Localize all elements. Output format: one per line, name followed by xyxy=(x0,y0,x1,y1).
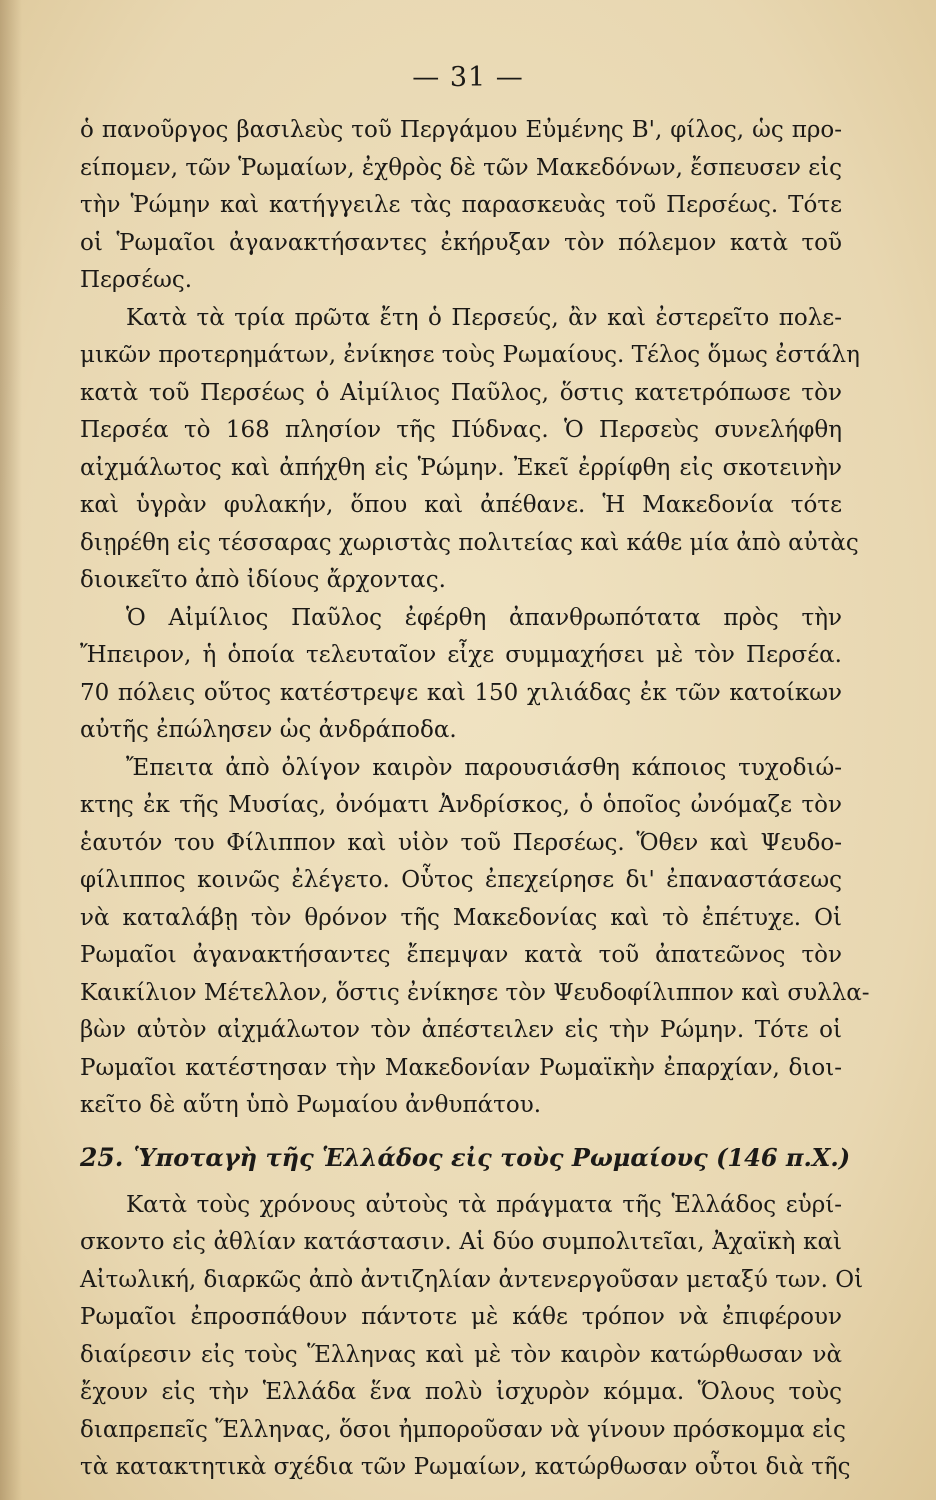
text-line: οἱ Ῥωμαῖοι ἀγανακτήσαντες ἐκήρυξαν τὸν πόλεμον κατὰ τοῦ xyxy=(80,229,842,256)
section-number: 25. xyxy=(80,1142,124,1172)
text-line: τὰ κατακτητικὰ σχέδια τῶν Ρωμαίων, κατώρθωσαν οὗτοι διὰ τῆς xyxy=(80,1454,851,1480)
text-line: καὶ ὑγρὰν φυλακήν, ὅπου καὶ ἀπέθανε. Ἡ Μακεδονία τότε xyxy=(80,492,842,518)
text-line: ἔχουν εἰς τὴν Ἑλλάδα ἕνα πολὺ ἰσχυρὸν κόμμα. Ὅλους τοὺς xyxy=(80,1379,842,1405)
text-line: Ρωμαῖοι ἐπροσπάθουν πάντοτε μὲ κάθε τρόπον νὰ ἐπιφέρουν xyxy=(80,1304,842,1330)
text-line: ἑαυτόν του Φίλιππον καὶ υἱὸν τοῦ Περσέως. Ὅθεν καὶ Ψευδο- xyxy=(80,829,842,856)
text-line: αἰχμάλωτος καὶ ἀπήχθη εἰς Ῥώμην. Ἐκεῖ ἐρρίφθη εἰς σκοτεινὴν xyxy=(80,454,842,481)
text-line: Κατὰ τὰ τρία πρῶτα ἔτη ὁ Περσεύς, ἂν καὶ ἐστερεῖτο πολε- xyxy=(126,304,842,331)
paragraph xyxy=(80,300,860,600)
text-line: διαίρεσιν εἰς τοὺς Ἕλληνας καὶ μὲ τὸν καιρὸν κατώρθωσαν νὰ xyxy=(80,1341,842,1368)
text-line: φίλιππος κοινῶς ἐλέγετο. Οὗτος ἐπεχείρησε δι' ἐπαναστάσεως xyxy=(80,867,842,893)
text-line: διαπρεπεῖς Ἕλληνας, ὅσοι ἠμποροῦσαν νὰ γίνουν πρόσκομμα εἰς xyxy=(80,1416,846,1443)
section-title: Ὑποταγὴ τῆς Ἑλλάδος εἰς τοὺς Ρωμαίους (146 π.Χ.) xyxy=(133,1142,851,1172)
text-line: Ρωμαῖοι κατέστησαν τὴν Μακεδονίαν Ρωμαϊκὴν ἐπαρχίαν, διοι- xyxy=(80,1054,842,1081)
text-line: Καικίλιον Μέτελλον, ὅστις ἐνίκησε τὸν Ψευδοφίλιππον καὶ συλλα- xyxy=(80,979,870,1006)
text-line: διοικεῖτο ἀπὸ ἰδίους ἄρχοντας. xyxy=(80,567,446,593)
page-number: — 31 — xyxy=(412,62,524,93)
text-line: αὐτῆς ἐπώλησεν ὡς ἀνδράποδα. xyxy=(80,717,457,743)
paragraph xyxy=(80,112,842,300)
text-line: 70 πόλεις οὕτος κατέστρεψε καὶ 150 χιλιάδας ἐκ τῶν κατοίκων xyxy=(80,679,842,706)
text-line: κτης ἐκ τῆς Μυσίας, ὀνόματι Ἀνδρίσκος, ὁ ὁποῖος ὠνόμαζε τὸν xyxy=(80,792,842,818)
paragraph xyxy=(80,600,842,750)
section-heading xyxy=(80,1135,851,1181)
text-line: είπομεν, τῶν Ῥωμαίων, ἐχθρὸς δὲ τῶν Μακεδόνων, ἔσπευσεν εἰς xyxy=(80,154,843,181)
text-line: Ἔπειτα ἀπὸ ὀλίγον καιρὸν παρουσιάσθη κάποιος τυχοδιώ- xyxy=(126,754,842,781)
body-text xyxy=(80,112,870,1487)
text-line: μικῶν προτερημάτων, ἐνίκησε τοὺς Ρωμαίους. Τέλος ὅμως ἐστάλη xyxy=(80,342,860,368)
text-line: Ρωμαῖοι ἀγανακτήσαντες ἔπεμψαν κατὰ τοῦ ἀπατεῶνος τὸν xyxy=(80,942,842,968)
text-line: σκοντο εἰς ἀθλίαν κατάστασιν. Αἱ δύο συμπολιτεῖαι, Ἀχαϊκὴ καὶ xyxy=(80,1229,842,1255)
spine-shadow xyxy=(0,0,22,1500)
text-line: κεῖτο δὲ αὕτη ὑπὸ Ρωμαίου ἀνθυπάτου. xyxy=(80,1092,541,1118)
text-line: Κατὰ τοὺς χρόνους αὐτοὺς τὰ πράγματα τῆς Ἑλλάδος εὑρί- xyxy=(126,1191,842,1218)
text-line: κατὰ τοῦ Περσέως ὁ Αἰμίλιος Παῦλος, ὅστις κατετρόπωσε τὸν xyxy=(80,379,842,406)
text-line: ὁ πανοῦργος βασιλεὺς τοῦ Περγάμου Εὐμένης Β', φίλος, ὡς προ- xyxy=(80,117,842,143)
text-line: Αἰτωλική, διαρκῶς ἀπὸ ἀντιζηλίαν ἀντενεργοῦσαν μεταξύ των. Οἱ xyxy=(80,1266,864,1293)
text-line: Ἤπειρον, ἡ ὁποία τελευταῖον εἶχε συμμαχήσει μὲ τὸν Περσέα. xyxy=(80,642,842,668)
text-line: τὴν Ῥώμην καὶ κατήγγειλε τὰς παρασκευὰς τοῦ Περσέως. Τότε xyxy=(80,192,842,218)
text-line: Περσέα τὸ 168 πλησίον τῆς Πύδνας. Ὁ Περσεὺς συνελήφθη xyxy=(80,417,842,443)
text-line: Ὁ Αἰμίλιος Παῦλος ἐφέρθη ἀπανθρωπότατα πρὸς τὴν xyxy=(126,604,842,631)
paragraph xyxy=(80,1187,864,1487)
text-line: βὼν αὐτὸν αἰχμάλωτον τὸν ἀπέστειλεν εἰς τὴν Ρώμην. Τότε οἱ xyxy=(80,1017,842,1043)
text-line: διῃρέθη εἰς τέσσαρας χωριστὰς πολιτείας καὶ κάθε μία ἀπὸ αὐτὰς xyxy=(80,529,859,556)
paragraph xyxy=(80,750,870,1125)
text-line: Περσέως. xyxy=(80,267,193,293)
text-line: νὰ καταλάβῃ τὸν θρόνον τῆς Μακεδονίας καὶ τὸ ἐπέτυχε. Οἱ xyxy=(80,904,842,931)
